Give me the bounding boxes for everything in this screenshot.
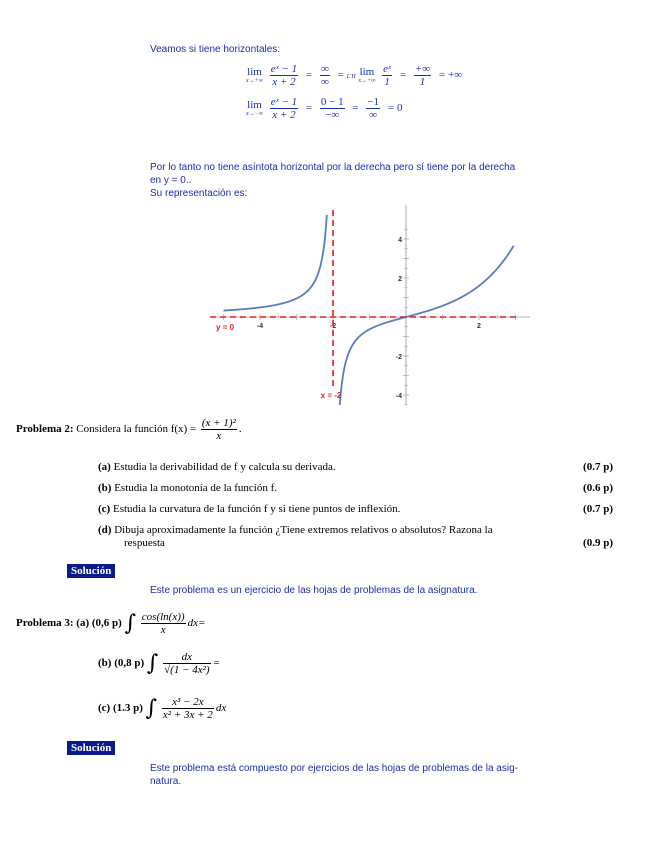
conclusion-text <box>150 161 595 200</box>
problem2-statement: Problema 2: Considera la función f(x) = $\frac{\text{(x + 1)²}}{x}$ . <box>16 417 242 442</box>
problem2-solution-label: Solución <box>67 564 115 578</box>
problem3-solution-label: Solución <box>67 741 115 755</box>
problem2-item-a: (a) Estudia la derivabilidad de f y calcula su derivada. (0.7 p) <box>98 461 613 473</box>
problem3-item-a: Problema 3: (a) (0,6 p) ∫ $\frac{\cos(\ln(x))}{x}$ dx= <box>16 611 206 636</box>
problem2-item-c: (c) Estudia la curvatura de la función f y si tiene puntos de inflexión. (0.7 p) <box>98 503 613 515</box>
problem2-solution-text: Este problema es un ejercicio de las hojas de problemas de la asignatura. <box>150 585 478 596</box>
limit-minus-infinity: lim x→−∞ $\frac{\text{eˣ − 1}}{x + 2}$ = $\frac{0 - 1}{-\infty}$ = $\frac{-1}{\infty}$ = 0 <box>246 96 403 121</box>
problem3-item-c: (c) (1.3 p) ∫ $\frac{\text{x³ − 2x}}{\text{x² + 3x + 2}}$ dx <box>98 696 227 721</box>
heading-horizontales: Veamos si tiene horizontales: <box>150 44 281 55</box>
y-tick-label: 2 <box>398 276 402 283</box>
x-tick-label: -4 <box>256 323 264 330</box>
function-graph <box>210 205 530 405</box>
y-tick-label: 4 <box>398 237 402 244</box>
x-tick-label: -2 <box>329 323 337 330</box>
y-tick-label: -2 <box>395 354 402 361</box>
representation-label: Su representación es: <box>150 188 248 199</box>
problem2-text: Considera la función f(x) = <box>76 423 197 436</box>
problem2-item-b: (b) Estudia la monotonía de la función f. (0.6 p) <box>98 482 613 494</box>
problem2-fraction: $\frac{\text{(x + 1)²}}{x}$ <box>201 417 236 442</box>
limit-plus-infinity: lim x→+∞ $\frac{\text{eˣ − 1}}{x + 2}$ = $\frac{\infty}{\infty}$ = L'H lim x→+∞ $\frac{\text{eˣ}}{1}$ = $\frac{+\infty}{1}$ = +∞ <box>246 63 463 88</box>
curve-left-branch <box>224 215 327 311</box>
conclusion-line-1: Por lo tanto no tiene asíntota horizontal por la derecha pero sí tiene por la derecha <box>150 162 516 173</box>
problem2-label: Problema 2: <box>16 423 74 436</box>
conclusion-line-2: en y = 0.. <box>150 175 192 186</box>
problem2-item-d: (d) Dibuja aproximadamente la función ¿Tiene extremos relativos o absolutos? Razona la respuesta (0.9 p) <box>98 524 613 549</box>
x-tick-label: 2 <box>477 323 481 330</box>
problem3-item-b: (b) (0,8 p) ∫ $\frac{dx}{\text{√(1 − 4x²)}}$ = <box>98 651 221 676</box>
horizontal-asymptote-label: y = 0 <box>216 323 235 332</box>
problem3-label: Problema 3: <box>16 617 74 630</box>
problem3-solution-text: Este problema está compuesto por ejercicios de las hojas de problemas de la asig- natura. <box>150 763 518 787</box>
vertical-asymptote-label: x = -2 <box>320 391 342 400</box>
y-tick-label: -4 <box>395 393 402 400</box>
curve-right-branch <box>340 246 514 405</box>
